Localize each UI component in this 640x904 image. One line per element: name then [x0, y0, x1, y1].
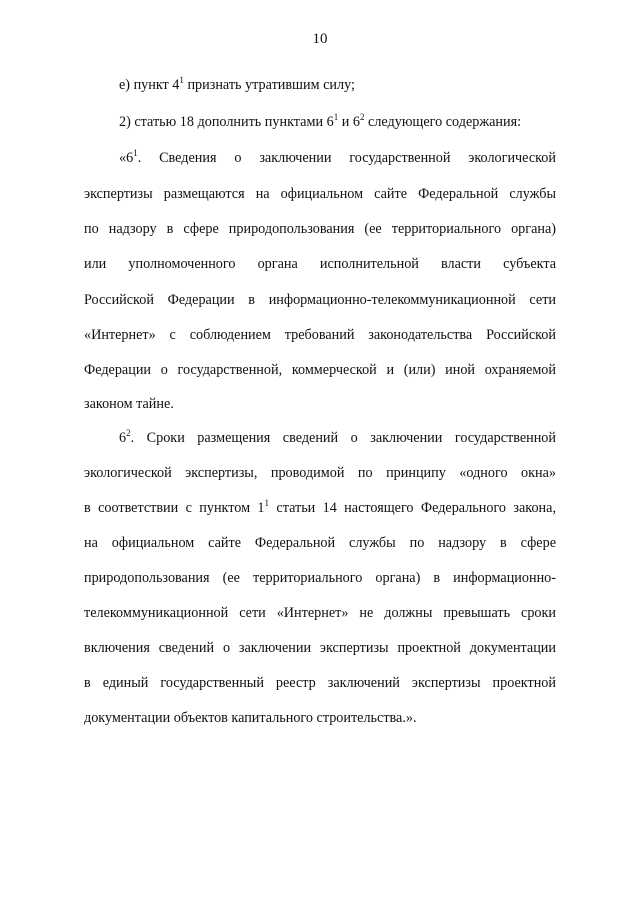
para1-line-4: или уполномоченного органа исполнительной власти субъекта: [84, 256, 556, 272]
para2-line-9: документации объектов капитального строительства.».: [84, 710, 417, 726]
para1-line-7: Федерации о государственной, коммерческой и (или) иной охраняемой: [84, 362, 556, 378]
para1-line-1: «$6^1$. Сведения о заключении государственной экологической: [119, 148, 556, 166]
para2-line-3: в соответствии с пунктом $1^1$ статьи 14 настоящего Федерального закона,: [84, 498, 556, 516]
para1-line-8: законом тайне.: [84, 396, 174, 412]
para1-line-3: по надзору в сфере природопользования (ее территориального органа): [84, 221, 556, 237]
para2-line-2: экологической экспертизы, проводимой по принципу «одного окна»: [84, 465, 556, 481]
para2-line-5: природопользования (ее территориального органа) в информационно-: [84, 570, 556, 586]
para2-line-1: $6^2$. Сроки размещения сведений о заключении государственной: [119, 428, 556, 446]
para2-line-4: на официальном сайте Федеральной службы по надзору в сфере: [84, 535, 556, 551]
page-number: 10: [312, 31, 328, 47]
para1-line-6: «Интернет» с соблюдением требований законодательства Российской: [84, 327, 556, 343]
item-2: 2) статью 18 дополнить пунктами $6^1$ и $6^2$ следующего содержания:: [119, 112, 522, 130]
item-e: е) пункт $4^1$ признать утратившим силу;: [119, 75, 355, 93]
para1-line-5: Российской Федерации в информационно-телекоммуникационной сети: [84, 292, 556, 308]
para2-line-8: в единый государственный реестр заключений экспертизы проектной: [84, 675, 556, 691]
para2-line-6: телекоммуникационной сети «Интернет» не должны превышать сроки: [84, 605, 556, 621]
para1-line-2: экспертизы размещаются на официальном сайте Федеральной службы: [84, 186, 556, 202]
para2-line-7: включения сведений о заключении экспертизы проектной документации: [84, 640, 556, 656]
